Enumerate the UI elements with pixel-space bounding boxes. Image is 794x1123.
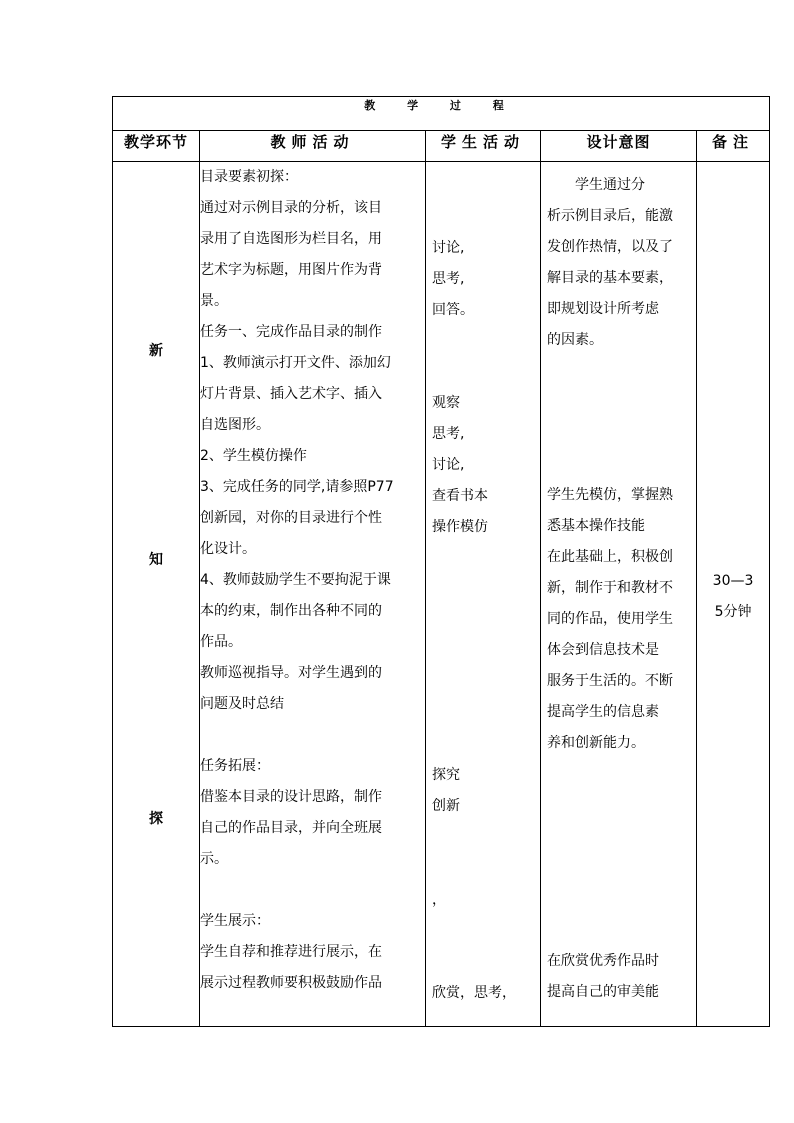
- design-line: 悉基本操作技能: [547, 518, 645, 534]
- student-line: 查看书本: [432, 488, 488, 504]
- header-design-intent: 设计意图: [541, 131, 697, 162]
- design-block: [547, 480, 673, 759]
- teacher-line: 目录要素初探：: [200, 169, 298, 185]
- student-line: 讨论,: [432, 457, 465, 473]
- stage-char: 知: [149, 552, 163, 568]
- teacher-line: 问题及时总结: [200, 696, 284, 712]
- table-row: [113, 162, 770, 1027]
- header-notes: 备注: [697, 131, 770, 162]
- teacher-line: 任务一、完成作品目录的制作: [200, 324, 382, 340]
- teacher-line: 任务拓展：: [200, 758, 270, 774]
- student-line: 讨论,: [432, 240, 465, 256]
- design-line: 发创作热情，以及了: [547, 239, 673, 255]
- design-line: 即规划设计所考虑: [547, 301, 659, 317]
- design-line: 新，制作于和教材不: [547, 580, 673, 596]
- table-title: 教 学 过 程: [113, 97, 770, 131]
- student-line: 思考,: [432, 271, 465, 287]
- teacher-line: 教师巡视指导。对学生遇到的: [200, 665, 382, 681]
- student-line: 操作模仿: [432, 519, 488, 535]
- teacher-activity-cell: [200, 162, 426, 1027]
- design-line: 同的作品，使用学生: [547, 611, 673, 627]
- teacher-line: [200, 875, 425, 906]
- teacher-line: 示。: [200, 851, 228, 867]
- student-line: 观察: [432, 395, 460, 411]
- design-block: [547, 170, 673, 356]
- student-activity-cell: [426, 162, 541, 1027]
- design-intent-cell: [541, 162, 697, 1027]
- header-stage: 教学环节: [113, 131, 200, 162]
- teacher-line: 通过对示例目录的分析，该目: [200, 200, 382, 216]
- student-block: [432, 885, 446, 916]
- design-line: 服务于生活的。不断: [547, 673, 673, 689]
- teacher-line: 借鉴本目录的设计思路，制作: [200, 789, 382, 805]
- teacher-line: 景。: [200, 293, 228, 309]
- teacher-line: 灯片背景、插入艺术字、插入: [200, 386, 382, 402]
- table-title-row: [113, 97, 770, 131]
- design-line: 析示例目录后，能激: [547, 208, 673, 224]
- student-block: [432, 760, 460, 822]
- teacher-line: [200, 720, 425, 751]
- teacher-line: 自选图形。: [200, 417, 270, 433]
- teacher-line: 学生展示：: [200, 913, 270, 929]
- teacher-line: 化设计。: [200, 541, 256, 557]
- teacher-line: 学生自荐和推荐进行展示，在: [200, 944, 382, 960]
- note-line: 30—3: [712, 573, 754, 589]
- stage-char: 探: [149, 811, 163, 827]
- design-line: 体会到信息技术是: [547, 642, 659, 658]
- design-line: 在欣赏优秀作品时: [547, 953, 659, 969]
- design-line: 在此基础上，积极创: [547, 549, 673, 565]
- teacher-line: 创新园，对你的目录进行个性: [200, 510, 382, 526]
- design-line: 的因素。: [547, 332, 603, 348]
- design-line: 学生先模仿，掌握熟: [547, 487, 673, 503]
- teacher-line: 艺术字为标题，用图片作为背: [200, 262, 382, 278]
- design-line: 解目录的基本要素，: [547, 270, 673, 286]
- teacher-line: 展示过程教师要积极鼓励作品: [200, 975, 382, 991]
- teaching-process-table: [112, 96, 770, 1027]
- student-line: 创新: [432, 798, 460, 814]
- design-line: 提高学生的信息素: [547, 704, 659, 720]
- notes-cell: [697, 162, 770, 1027]
- teacher-line: 自己的作品目录，并向全班展: [200, 820, 382, 836]
- header-teacher-activity: 教师活动: [200, 131, 426, 162]
- student-line: 回答。: [432, 302, 474, 318]
- note-line: 5分钟: [714, 604, 752, 620]
- teacher-line: 3、完成任务的同学,请参照P77: [200, 479, 394, 495]
- student-block: [432, 978, 516, 1009]
- student-line: 探究: [432, 767, 460, 783]
- teacher-line: 1、教师演示打开文件、添加幻: [200, 355, 391, 371]
- student-block: [432, 233, 474, 326]
- student-line: 欣赏，思考，: [432, 985, 516, 1001]
- duration-note: [697, 566, 769, 628]
- student-line: ，: [432, 892, 446, 908]
- teacher-line: 本的约束，制作出各种不同的: [200, 603, 382, 619]
- student-block: [432, 388, 488, 543]
- stage-char: 新: [149, 343, 163, 359]
- stage-cell: [113, 162, 200, 1027]
- design-block: [547, 946, 659, 1008]
- teacher-line: 4、教师鼓励学生不要拘泥于课: [200, 572, 391, 588]
- student-line: 思考,: [432, 426, 465, 442]
- header-student-activity: 学生活动: [426, 131, 541, 162]
- design-line: 提高自己的审美能: [547, 984, 659, 1000]
- teacher-line: 作品。: [200, 634, 242, 650]
- design-line: 养和创新能力。: [547, 735, 645, 751]
- teacher-line: 录用了自选图形为栏目名，用: [200, 231, 382, 247]
- table-header-row: [113, 131, 770, 162]
- teacher-line: 2、学生模仿操作: [200, 448, 307, 464]
- design-line: 学生通过分: [547, 177, 645, 193]
